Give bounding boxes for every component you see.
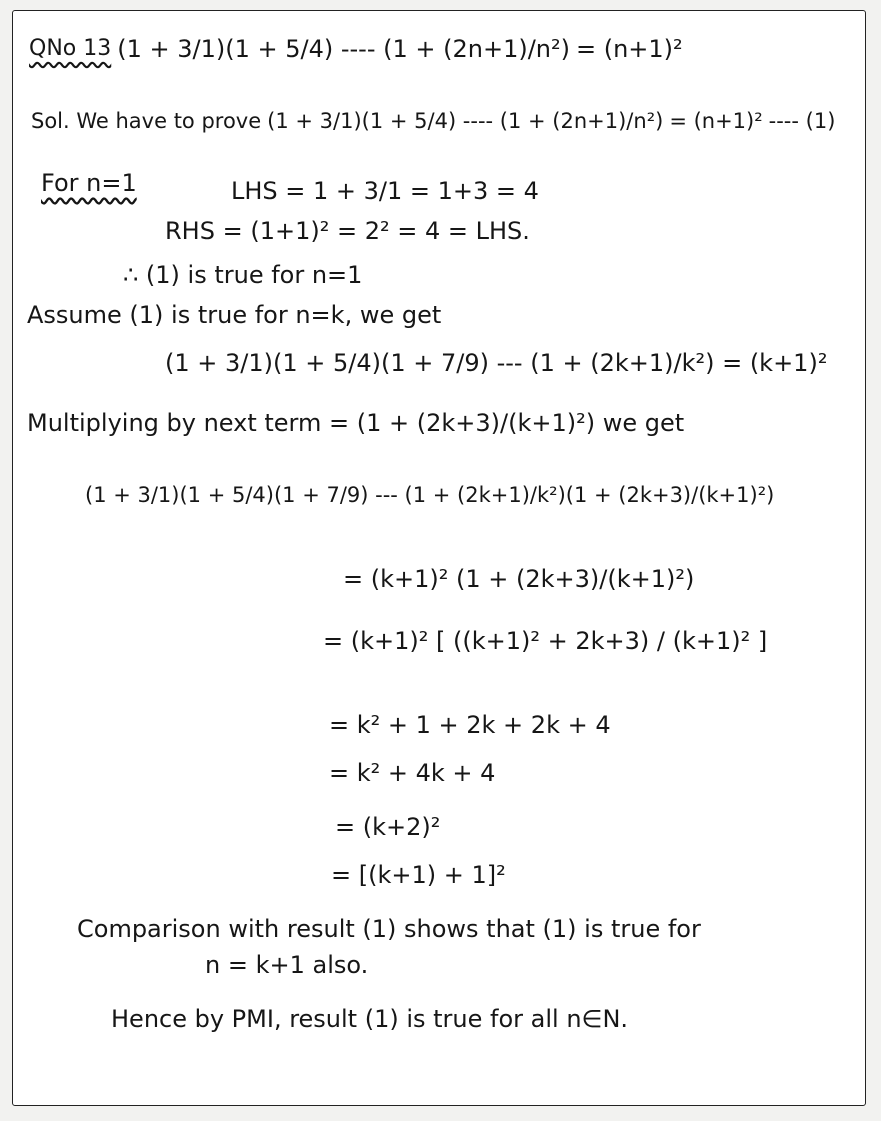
comparison-line-2 <box>205 951 368 980</box>
product-expression: (1 + 3/1)(1 + 5/4)(1 + 7/9) --- (1 + (2k+1)/k²)(1 + (2k+3)/(k+1)²) <box>85 483 775 507</box>
comparison-text-1: Comparison with result (1) shows that (1) is true for <box>77 915 701 943</box>
multiply-line <box>27 409 684 438</box>
step-2-line <box>323 627 767 656</box>
equation-1-lhs: (1 + 3/1)(1 + 5/4) ---- (1 + (2n+1)/n²) <box>267 109 664 133</box>
step-3-line <box>329 711 611 740</box>
step-1-line <box>343 565 694 594</box>
step-4-line <box>329 759 495 788</box>
step-6-line <box>331 861 506 890</box>
question-number: QNo 13 <box>29 36 112 62</box>
assume-line <box>27 301 441 330</box>
step-6: = [(k+1) + 1]² <box>331 861 506 889</box>
base-conclusion: ∴ (1) is true for n=1 <box>123 261 363 289</box>
question-statement-lhs: (1 + 3/1)(1 + 5/4) ---- (1 + (2n+1)/n²) <box>117 35 570 63</box>
question-statement-rhs: = (n+1)² <box>575 35 683 63</box>
step-1: = (k+1)² (1 + (2k+3)/(k+1)²) <box>343 565 695 593</box>
rhs-line <box>165 217 530 246</box>
lhs-value: LHS = 1 + 3/1 = 1+3 = 4 <box>231 177 539 205</box>
multiply-text: Multiplying by next term = (1 + (2k+3)/(k+1)²) we get <box>27 409 685 437</box>
answer-sheet <box>12 10 866 1106</box>
base-case-line <box>41 169 137 198</box>
comparison-text-2: n = k+1 also. <box>205 951 369 979</box>
step-5: = (k+2)² <box>335 813 441 841</box>
assume-equation-line <box>165 349 827 378</box>
equation-1-tag: ---- (1) <box>768 109 836 133</box>
comparison-line-1 <box>77 915 701 944</box>
step-3: = k² + 1 + 2k + 2k + 4 <box>329 711 611 739</box>
assume-text: Assume (1) is true for n=k, we get <box>27 301 442 329</box>
base-conclusion-line <box>123 261 362 290</box>
equation-1-rhs: = (n+1)² <box>669 109 763 133</box>
conclusion-line <box>111 1005 628 1034</box>
rhs-value: RHS = (1+1)² = 2² = 4 = LHS. <box>165 217 530 245</box>
solution-intro: Sol. We have to prove <box>31 109 262 133</box>
assume-equation: (1 + 3/1)(1 + 5/4)(1 + 7/9) --- (1 + (2k+1)/k²) = (k+1)² <box>165 349 828 377</box>
base-case-label: For n=1 <box>41 169 137 197</box>
step-5-line <box>335 813 440 842</box>
solution-intro-line <box>31 109 835 134</box>
question-line <box>29 35 683 64</box>
step-4: = k² + 4k + 4 <box>329 759 496 787</box>
conclusion-text: Hence by PMI, result (1) is true for all n∈N. <box>111 1005 629 1033</box>
step-2: = (k+1)² [ ((k+1)² + 2k+3) / (k+1)² ] <box>323 627 768 655</box>
lhs-line <box>231 177 539 206</box>
product-line <box>85 483 774 508</box>
